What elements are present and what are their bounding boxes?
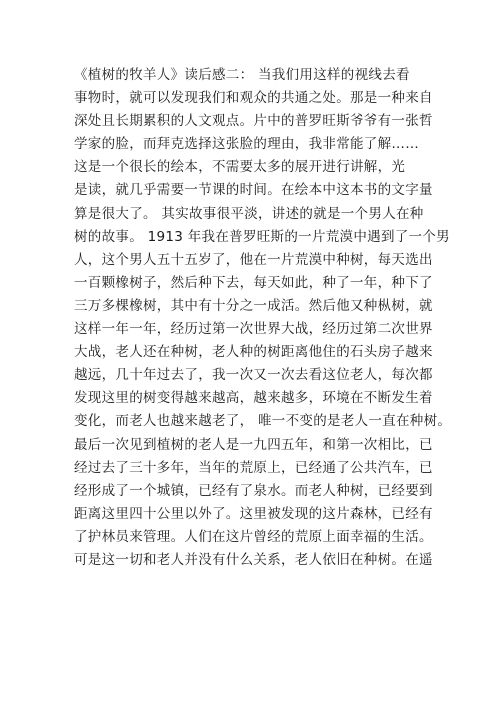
essay-line: 事物时，就可以发现我们和观众的共通之处。那是一种来自	[74, 90, 433, 107]
essay-line: 了护林员来管理。人们在这片曾经的荒原上面幸福的生活。	[74, 528, 433, 545]
essay-line: 这是一个很长的绘本，不需要太多的展开进行讲解，光	[74, 159, 406, 176]
essay-line: 发现这里的树变得越来越高，越来越多，环境在不断发生着	[74, 390, 433, 407]
essay-line: 距离这里四十公里以外了。这里被发现的这片森林，已经有	[74, 505, 433, 522]
essay-line: 变化，而老人也越来越老了， 唯一不变的是老人一直在种树。	[74, 413, 452, 430]
essay-line: 可是这一切和老人并没有什么关系，老人依旧在种树。在遥	[74, 551, 433, 568]
essay-body	[74, 64, 452, 572]
essay-line: 树的故事。 1913 年我在普罗旺斯的一片荒漠中遇到了一个男	[74, 228, 450, 245]
essay-line: 深处且长期累积的人文观点。片中的普罗旺斯爷爷有一张哲	[74, 113, 433, 130]
essay-line: 最后一次见到植树的老人是一九四五年，和第一次相比，已	[74, 436, 433, 453]
essay-line: 《植树的牧羊人》读后感二： 当我们用这样的视线去看	[74, 67, 410, 83]
essay-line: 一百颗橡树子，然后种下去，每天如此，种了一年，种下了	[74, 274, 433, 291]
essay-line: 越远，几十年过去了，我一次又一次去看这位老人，每次都	[74, 367, 433, 384]
essay-line: 算是很大了。 其实故事很平淡，讲述的就是一个男人在种	[74, 205, 424, 222]
essay-line: 学家的脸，而拜克选择这张脸的理由，我非常能了解……	[74, 136, 419, 153]
essay-line: 经过去了三十多年，当年的荒原上，已经通了公共汽车，已	[74, 459, 433, 476]
essay-line: 三万多棵橡树，其中有十分之一成活。然后他又种枞树，就	[74, 297, 433, 314]
essay-line: 大战，老人还在种树，老人种的树距离他住的石头房子越来	[74, 344, 433, 361]
essay-line: 人，这个男人五十五岁了，他在一片荒漠中种树，每天选出	[74, 251, 433, 268]
essay-line: 经形成了一个城镇，已经有了泉水。而老人种树，已经要到	[74, 482, 433, 499]
essay-line: 是读，就几乎需要一节课的时间。在绘本中这本书的文字量	[74, 182, 433, 199]
essay-line: 这样一年一年，经历过第一次世界大战，经历过第二次世界	[74, 321, 433, 338]
